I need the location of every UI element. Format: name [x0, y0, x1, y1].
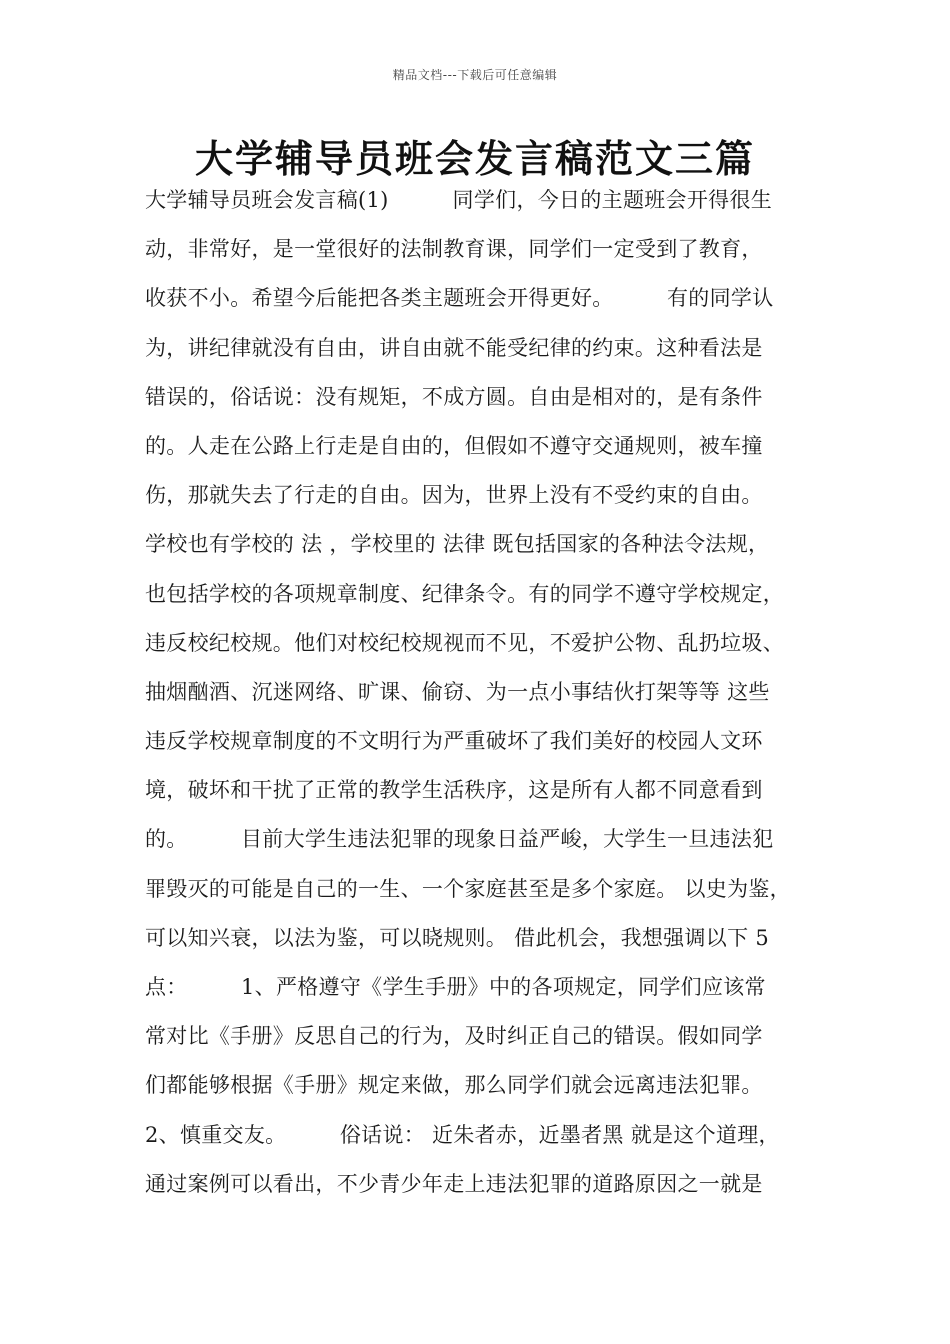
body-line: 伤，那就失去了行走的自由。因为，世界上没有不受约束的自由。	[145, 483, 763, 508]
body-line: 罪毁灭的可能是自己的一生、一个家庭甚至是多个家庭。 以史为鉴，	[145, 876, 791, 901]
body-line: 动，非常好，是一堂很好的法制教育课，同学们一定受到了教育，	[145, 237, 763, 262]
page-title: 大学辅导员班会发言稿范文三篇	[194, 137, 755, 181]
body-line: 点： 1、严格遵守《学生手册》中的各项规定，同学们应该常	[145, 975, 766, 999]
body-line: 境，破坏和干扰了正常的教学生活秩序，这是所有人都不同意看到	[145, 778, 763, 803]
body-line: 也包括学校的各项规章制度、纪律条令。有的同学不遵守学校规定，	[145, 581, 784, 606]
body-line: 学校也有学校的 法 ，学校里的 法律 既包括国家的各种法令法规，	[145, 532, 770, 557]
body-line: 们都能够根据《手册》规定来做，那么同学们就会远离违法犯罪。	[145, 1073, 763, 1098]
body-line: 2、慎重交友。 俗话说： 近朱者赤，近墨者黑 就是这个道理，	[145, 1122, 780, 1147]
body-line: 违反学校规章制度的不文明行为严重破坏了我们美好的校园人文环	[145, 729, 763, 754]
body-line: 的。人走在公路上行走是自由的，但假如不遵守交通规则，被车撞	[145, 433, 763, 458]
body-text	[145, 176, 825, 1209]
body-line: 违反校纪校规。他们对校纪校规视而不见，不爱护公物、乱扔垃圾、	[145, 630, 784, 655]
body-line: 大学辅导员班会发言稿(1) 同学们，今日的主题班会开得很生	[145, 188, 773, 212]
body-line: 可以知兴衰，以法为鉴，可以晓规则。 借此机会，我想强调以下 5	[145, 925, 770, 950]
body-line: 抽烟酗酒、沉迷网络、旷课、偷窃、为一点小事结伙打架等等 这些	[145, 679, 770, 704]
body-line: 通过案例可以看出，不少青少年走上违法犯罪的道路原因之一就是	[145, 1171, 763, 1196]
body-line: 错误的，俗话说：没有规矩，不成方圆。自由是相对的，是有条件	[145, 384, 763, 409]
body-line: 为，讲纪律就没有自由，讲自由就不能受纪律的约束。这种看法是	[145, 335, 763, 360]
body-line: 常对比《手册》反思自己的行为，及时纠正自己的错误。假如同学	[145, 1024, 763, 1049]
header-note: 精品文档---下载后可任意编辑	[392, 68, 558, 82]
body-line: 收获不小。希望今后能把各类主题班会开得更好。 有的同学认	[145, 286, 774, 311]
body-line: 的。 目前大学生违法犯罪的现象日益严峻，大学生一旦违法犯	[145, 827, 774, 852]
